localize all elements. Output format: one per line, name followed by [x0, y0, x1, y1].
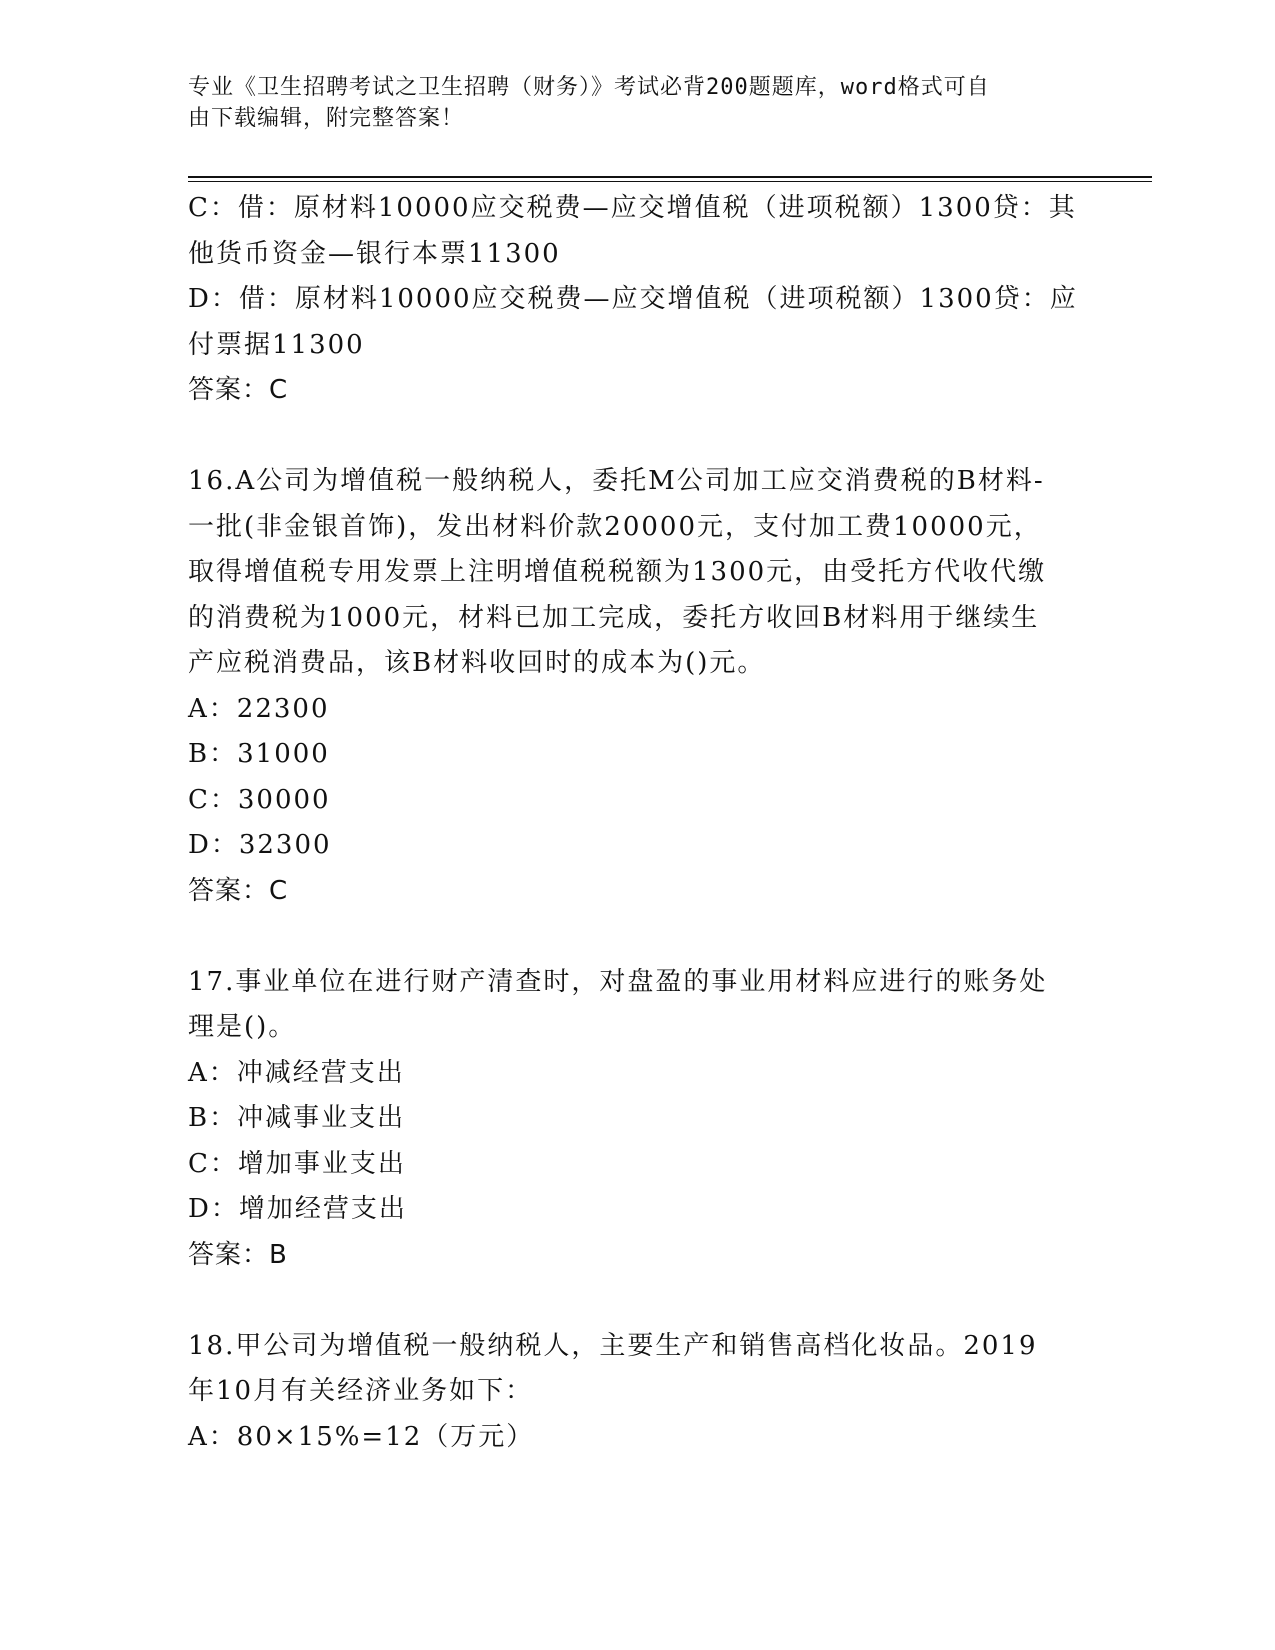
- header-line-2: 由下载编辑，附完整答案！: [188, 106, 465, 131]
- q15-option-c-line-2: 他货币资金—银行本票11300: [188, 238, 561, 269]
- spacer: [188, 914, 1088, 960]
- q16-stem-line: 的消费税为1000元，材料已加工完成，委托方收回B材料用于继续生: [188, 602, 1040, 633]
- q15-answer: 答案：C: [188, 375, 289, 405]
- q17-option-c: C：增加事业支出: [188, 1148, 406, 1179]
- q17-option-b: B：冲减事业支出: [188, 1103, 406, 1133]
- document-header: [188, 72, 1068, 134]
- q17-answer: 答案：B: [188, 1239, 288, 1270]
- document-body: [188, 186, 1088, 1460]
- q16-option-b: B：31000: [188, 739, 330, 769]
- q16-stem-line: 取得增值税专用发票上注明增值税税额为1300元，由受托方代收代缴: [188, 557, 1047, 587]
- header-line-1: 专业《卫生招聘考试之卫生招聘（财务）》考试必背200题题库，word格式可自: [188, 75, 990, 100]
- q18-option-a: A：80×15%=12（万元）: [188, 1421, 535, 1452]
- q17-stem-line: 17.事业单位在进行财产清查时，对盘盈的事业用材料应进行的账务处: [188, 966, 1048, 997]
- q17-option-a: A：冲减经营支出: [188, 1057, 405, 1088]
- q16-option-c: C：30000: [188, 784, 331, 815]
- spacer: [188, 414, 1088, 460]
- q17-stem-line: 理是()。: [188, 1012, 297, 1042]
- q16-stem-line: 16.A公司为增值税一般纳税人，委托M公司加工应交消费税的B材料-: [188, 466, 1045, 496]
- q15-option-c-line-1: C：借：原材料10000应交税费—应交增值税（进项税额）1300贷：其: [188, 193, 1077, 223]
- q16-answer: 答案：C: [188, 875, 289, 906]
- q18-stem-line: 18.甲公司为增值税一般纳税人，主要生产和销售高档化妆品。2019: [188, 1330, 1038, 1361]
- q16-option-d: D：32300: [188, 830, 332, 860]
- q18-stem-line: 年10月有关经济业务如下：: [188, 1376, 534, 1406]
- q16-option-a: A：22300: [188, 693, 330, 724]
- q15-option-d-line-1: D：借：原材料10000应交税费—应交增值税（进项税额）1300贷：应: [188, 284, 1078, 314]
- q16-stem-line: 一批(非金银首饰)，发出材料价款20000元，支付加工费10000元，: [188, 511, 1042, 542]
- q17-option-d: D：增加经营支出: [188, 1194, 407, 1224]
- header-rule-thick: [188, 176, 1152, 178]
- q16-stem-line: 产应税消费品，该B材料收回时的成本为()元。: [188, 648, 766, 678]
- header-rule-thin: [188, 181, 1152, 182]
- spacer: [188, 1278, 1088, 1324]
- q15-option-d-line-2: 付票据11300: [188, 329, 365, 360]
